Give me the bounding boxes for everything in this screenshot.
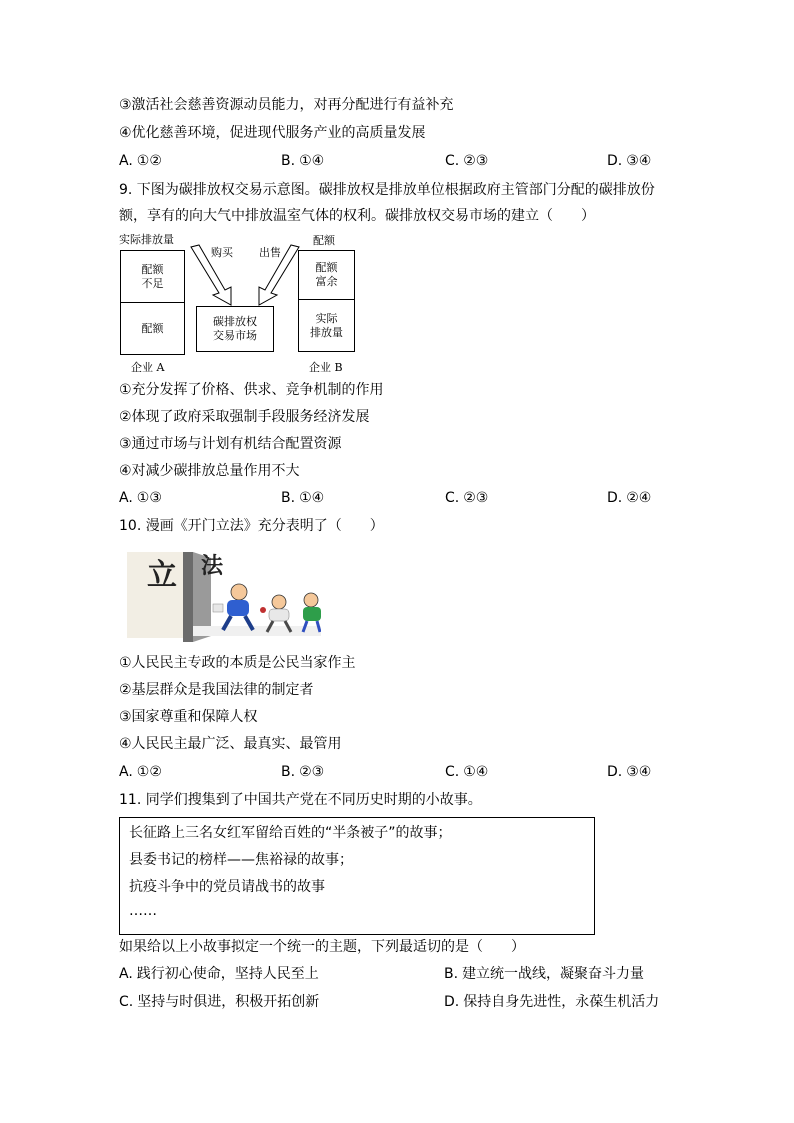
q10-stem: 10. 漫画《开门立法》充分表明了（ ） (119, 518, 384, 534)
q9-item-4: ④对减少碳排放总量作用不大 (119, 463, 300, 479)
company-a-quota-shortfall-box: 配额 不足 (120, 250, 185, 303)
q10-option-c[interactable]: C. ①④ (445, 764, 489, 780)
q10-option-d[interactable]: D. ③④ (607, 764, 652, 780)
q10-option-a[interactable]: A. ①② (119, 764, 162, 780)
company-b-quota-surplus-box: 配额 富余 (298, 250, 355, 300)
q10-item-4: ④人民民主最广泛、最真实、最管用 (119, 736, 342, 752)
q9-option-c[interactable]: C. ②③ (445, 490, 489, 506)
q8-option-a[interactable]: A. ①② (119, 153, 162, 169)
company-a-quota-box: 配额 (120, 302, 185, 355)
story-line-1: 长征路上三名女红军留给百姓的“半条被子”的故事； (129, 825, 452, 841)
q11-option-a[interactable]: A. 践行初心使命，坚持人民至上 (119, 966, 319, 982)
carbon-market-box: 碳排放权 交易市场 (196, 306, 274, 352)
cartoon-char-li: 立 (147, 558, 177, 593)
q9-option-d[interactable]: D. ②④ (607, 490, 652, 506)
q11-option-b[interactable]: B. 建立统一战线，凝聚奋斗力量 (444, 966, 645, 982)
q9-options (119, 488, 679, 508)
q11-option-c[interactable]: C. 坚持与时俱进，积极开拓创新 (119, 994, 320, 1010)
label-company-a: 企业 A (131, 361, 165, 374)
q11-stem: 11. 同学们搜集到了中国共产党在不同历史时期的小故事。 (119, 792, 482, 808)
q11-option-d[interactable]: D. 保持自身先进性，永葆生机活力 (444, 994, 660, 1010)
buy-arrow-icon (191, 245, 231, 305)
label-actual-emission: 实际排放量 (119, 233, 174, 246)
q10-options (119, 762, 679, 782)
q9-stem-line-2: 额，享有的向大气中排放温室气体的权利。碳排放权交易市场的建立（ ） (119, 208, 595, 224)
label-sell: 出售 (259, 246, 281, 259)
company-b-actual-emission-box: 实际 排放量 (298, 299, 355, 352)
carbon-trading-diagram (119, 233, 369, 375)
story-line-2: 县委书记的榜样——焦裕禄的故事； (129, 852, 353, 868)
q9-option-b[interactable]: B. ①④ (281, 490, 325, 506)
label-company-b: 企业 B (309, 361, 343, 374)
q9-item-2: ②体现了政府采取强制手段服务经济发展 (119, 409, 370, 425)
q10-item-2: ②基层群众是我国法律的制定者 (119, 682, 314, 698)
q11-options-row-1 (119, 964, 679, 984)
open-door-legislation-cartoon (127, 552, 321, 642)
story-box (119, 817, 595, 935)
q9-item-1: ①充分发挥了价格、供求、竞争机制的作用 (119, 382, 384, 398)
q11-options-row-2 (119, 992, 679, 1012)
q8-option-b[interactable]: B. ①④ (281, 153, 325, 169)
q8-item-4: ④优化慈善环境，促进现代服务产业的高质量发展 (119, 125, 426, 141)
q10-item-3: ③国家尊重和保障人权 (119, 709, 258, 725)
q8-options (119, 151, 679, 171)
story-line-4: …… (129, 903, 157, 919)
q11-question: 如果给以上小故事拟定一个统一的主题，下列最适切的是（ ） (119, 939, 525, 955)
q10-option-b[interactable]: B. ②③ (281, 764, 325, 780)
q8-option-c[interactable]: C. ②③ (445, 153, 489, 169)
q9-item-3: ③通过市场与计划有机结合配置资源 (119, 436, 342, 452)
label-quota: 配额 (313, 234, 335, 247)
trade-arrows (119, 233, 369, 375)
q8-option-d[interactable]: D. ③④ (607, 153, 652, 169)
sell-arrow-icon (259, 245, 299, 305)
q8-item-3: ③激活社会慈善资源动员能力，对再分配进行有益补充 (119, 97, 454, 113)
label-buy: 购买 (211, 246, 233, 259)
cartoon-char-fa: 法 (201, 553, 224, 579)
q9-option-a[interactable]: A. ①③ (119, 490, 162, 506)
q10-item-1: ①人民民主专政的本质是公民当家作主 (119, 655, 356, 671)
story-line-3: 抗疫斗争中的党员请战书的故事 (129, 879, 325, 895)
q9-stem-line-1: 9. 下图为碳排放权交易示意图。碳排放权是排放单位根据政府主管部门分配的碳排放份 (119, 182, 655, 198)
